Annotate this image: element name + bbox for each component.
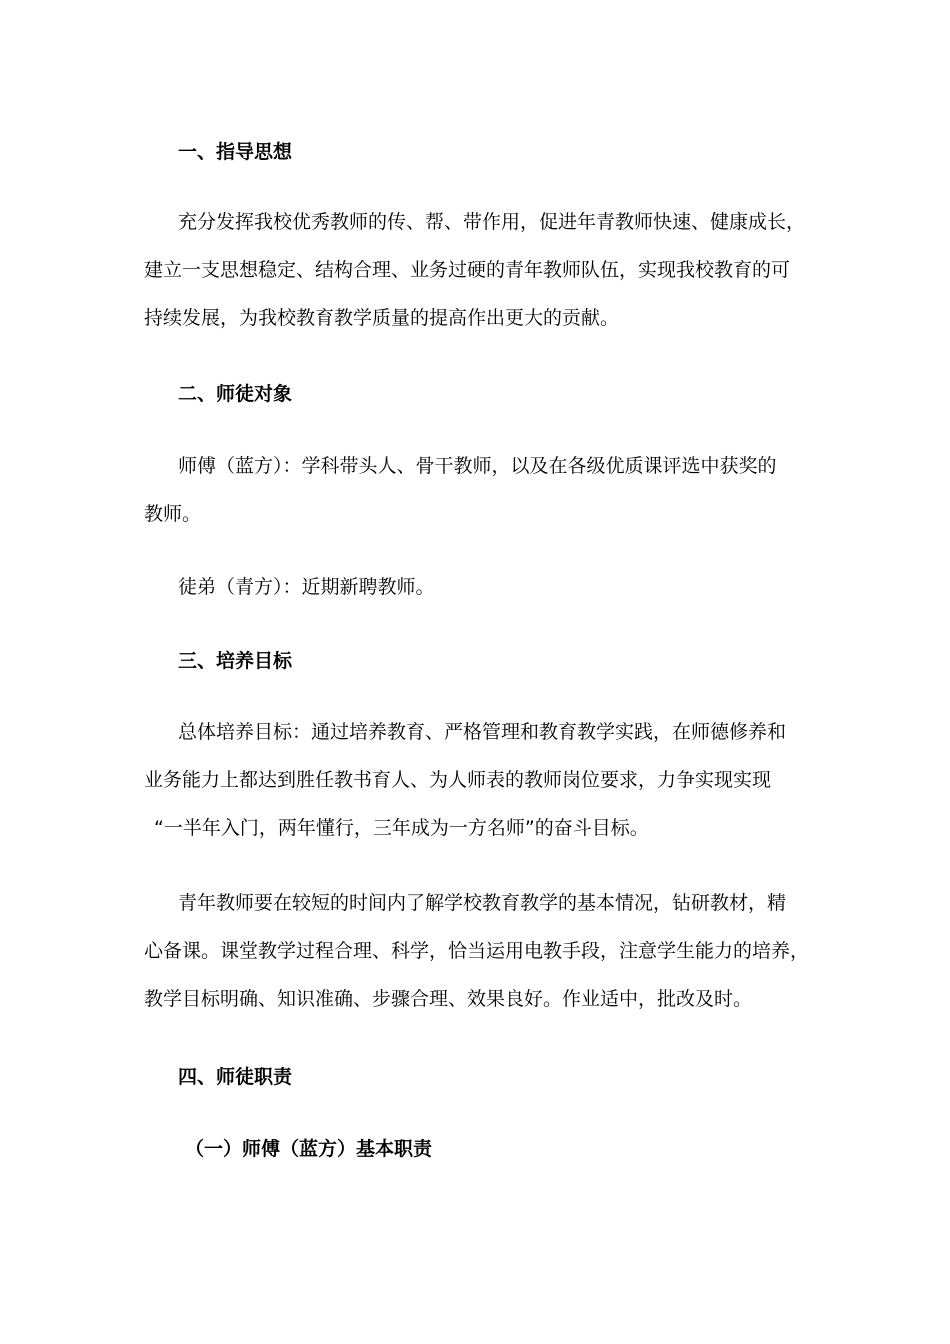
paragraph-overall-goal bbox=[144, 708, 834, 852]
heading-mentor-duties: 四、师徒职责 bbox=[178, 1066, 293, 1088]
heading-mentor-targets: 二、师徒对象 bbox=[178, 383, 293, 405]
paragraph-line: 总体培养目标：通过培养教育、严格管理和教育教学实践，在师德修养和 bbox=[178, 721, 787, 743]
paragraph-line: 持续发展，为我校教育教学质量的提高作出更大的贡献。 bbox=[144, 307, 620, 329]
paragraph-line: 青年教师要在较短的时间内了解学校教育教学的基本情况，钻研教材，精 bbox=[178, 892, 787, 914]
paragraph-line: 教师。 bbox=[144, 503, 202, 525]
paragraph-apprentice bbox=[144, 563, 834, 611]
paragraph-line: 充分发挥我校优秀教师的传、帮、带作用，促进年青教师快速、健康成长， bbox=[178, 211, 806, 233]
heading-guiding-ideology: 一、指导思想 bbox=[178, 141, 293, 163]
paragraph-line: 师傅（蓝方）：学科带头人、骨干教师，以及在各级优质课评选中获奖的 bbox=[178, 455, 777, 477]
paragraph-line: 业务能力上都达到胜任教书育人、为人师表的教师岗位要求，力争实现实现 bbox=[144, 769, 772, 791]
paragraph-young-teachers bbox=[144, 879, 834, 1023]
paragraph-line: “一半年入门，两年懂行，三年成为一方名师”的奋斗目标。 bbox=[154, 817, 649, 839]
paragraph-line: 教学目标明确、知识准确、步骤合理、效果良好。作业适中，批改及时。 bbox=[144, 988, 753, 1010]
subheading-master-duties: （一）师傅（蓝方）基本职责 bbox=[185, 1138, 433, 1160]
paragraph-master bbox=[144, 442, 834, 538]
paragraph-line: 心备课。课堂教学过程合理、科学，恰当运用电教手段，注意学生能力的培养， bbox=[144, 940, 810, 962]
paragraph-guiding-ideology bbox=[144, 198, 834, 342]
heading-training-goals: 三、培养目标 bbox=[178, 650, 293, 672]
paragraph-line: 徒弟（青方）：近期新聘教师。 bbox=[178, 576, 435, 598]
paragraph-line: 建立一支思想稳定、结构合理、业务过硬的青年教师队伍，实现我校教育的可 bbox=[144, 259, 791, 281]
